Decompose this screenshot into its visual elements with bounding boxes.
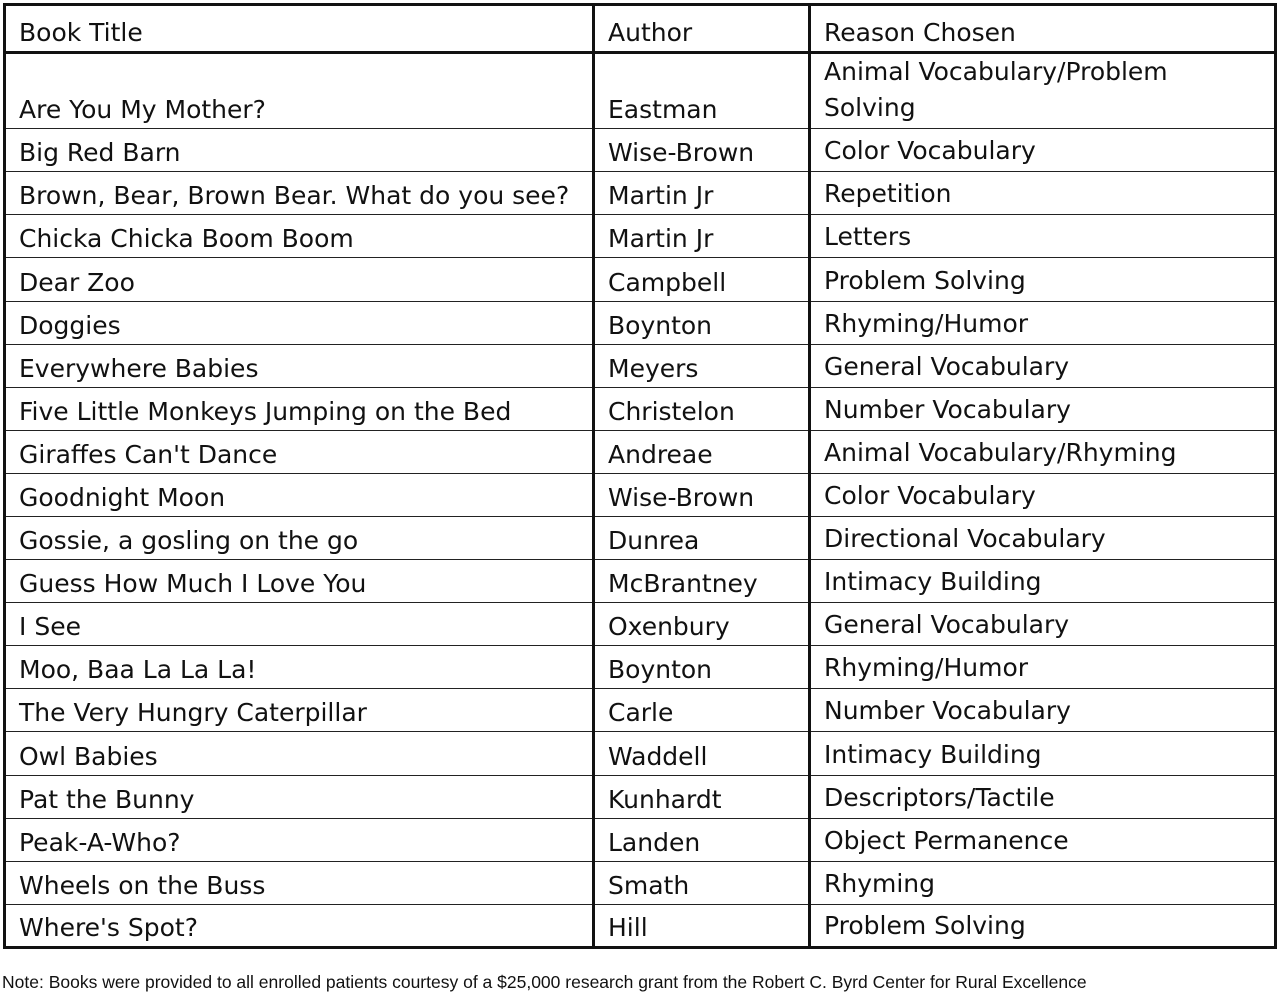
table-row bbox=[5, 344, 1276, 387]
cell-reason-chosen bbox=[810, 560, 1276, 603]
cell-book-title: Brown, Bear, Brown Bear. What do you see? bbox=[5, 172, 594, 215]
cell-book-title: Pat the Bunny bbox=[5, 775, 594, 818]
table-row bbox=[5, 904, 1276, 947]
cell-book-title: Big Red Barn bbox=[5, 129, 594, 172]
cell-book-title: Gossie, a gosling on the go bbox=[5, 517, 594, 560]
cell-book-title: I See bbox=[5, 603, 594, 646]
table-body bbox=[5, 53, 1276, 948]
header-author: Author bbox=[594, 5, 810, 53]
cell-author: Martin Jr bbox=[594, 172, 810, 215]
cell-book-title: Dear Zoo bbox=[5, 258, 594, 301]
reason-text: Letters bbox=[824, 222, 912, 252]
table-row bbox=[5, 861, 1276, 904]
header-row bbox=[5, 5, 1276, 53]
table-row bbox=[5, 775, 1276, 818]
cell-reason-chosen bbox=[810, 53, 1276, 129]
cell-reason-chosen bbox=[810, 517, 1276, 560]
cell-author: Carle bbox=[594, 689, 810, 732]
cell-author: Hill bbox=[594, 904, 810, 947]
cell-book-title: Goodnight Moon bbox=[5, 473, 594, 516]
cell-book-title: Moo, Baa La La La! bbox=[5, 646, 594, 689]
reason-text: Number Vocabulary bbox=[824, 696, 1071, 726]
reason-text: Rhyming bbox=[824, 868, 936, 898]
cell-reason-chosen bbox=[810, 172, 1276, 215]
table-row bbox=[5, 689, 1276, 732]
table-row bbox=[5, 129, 1276, 172]
reason-text: Rhyming/Humor bbox=[824, 653, 1029, 683]
cell-author: Campbell bbox=[594, 258, 810, 301]
cell-reason-chosen bbox=[810, 301, 1276, 344]
book-list-table bbox=[3, 3, 1277, 949]
cell-author: Landen bbox=[594, 818, 810, 861]
table-row bbox=[5, 473, 1276, 516]
table-row bbox=[5, 430, 1276, 473]
cell-reason-chosen bbox=[810, 818, 1276, 861]
reason-text: Directional Vocabulary bbox=[824, 524, 1106, 554]
cell-reason-chosen bbox=[810, 646, 1276, 689]
cell-author: Christelon bbox=[594, 387, 810, 430]
cell-author: Boynton bbox=[594, 301, 810, 344]
table-row bbox=[5, 387, 1276, 430]
reason-text: General Vocabulary bbox=[824, 351, 1070, 381]
cell-author: Wise-Brown bbox=[594, 129, 810, 172]
cell-reason-chosen bbox=[810, 603, 1276, 646]
reason-text: Intimacy Building bbox=[824, 567, 1042, 597]
cell-book-title: The Very Hungry Caterpillar bbox=[5, 689, 594, 732]
cell-author: Dunrea bbox=[594, 517, 810, 560]
table-row bbox=[5, 818, 1276, 861]
cell-reason-chosen bbox=[810, 732, 1276, 775]
table-header bbox=[5, 5, 1276, 53]
cell-reason-chosen bbox=[810, 430, 1276, 473]
cell-author: McBrantney bbox=[594, 560, 810, 603]
reason-text: Descriptors/Tactile bbox=[824, 782, 1055, 812]
cell-author: Boynton bbox=[594, 646, 810, 689]
cell-author: Oxenbury bbox=[594, 603, 810, 646]
reason-text: Color Vocabulary bbox=[824, 481, 1036, 510]
cell-reason-chosen bbox=[810, 387, 1276, 430]
table-row bbox=[5, 53, 1276, 129]
cell-author: Andreae bbox=[594, 430, 810, 473]
cell-book-title: Doggies bbox=[5, 301, 594, 344]
reason-text: Problem Solving bbox=[824, 911, 1026, 940]
header-book-title: Book Title bbox=[5, 5, 594, 53]
cell-author: Smath bbox=[594, 861, 810, 904]
reason-text: Number Vocabulary bbox=[824, 394, 1071, 424]
cell-reason-chosen bbox=[810, 258, 1276, 301]
footnote: Note: Books were provided to all enrolled patients courtesy of a $25,000 research grant from the Robert C. Byrd Center for Rural Excellence bbox=[2, 972, 1087, 992]
cell-book-title: Where's Spot? bbox=[5, 904, 594, 947]
reason-text: Animal Vocabulary/Rhyming bbox=[824, 437, 1177, 467]
cell-author: Waddell bbox=[594, 732, 810, 775]
cell-book-title: Everywhere Babies bbox=[5, 344, 594, 387]
table-row bbox=[5, 646, 1276, 689]
reason-text: Animal Vocabulary/Problem Solving bbox=[824, 57, 1168, 123]
cell-reason-chosen bbox=[810, 861, 1276, 904]
table-row bbox=[5, 517, 1276, 560]
reason-text: Repetition bbox=[824, 179, 952, 209]
cell-author: Eastman bbox=[594, 53, 810, 129]
header-reason-chosen: Reason Chosen bbox=[810, 5, 1276, 53]
cell-book-title: Owl Babies bbox=[5, 732, 594, 775]
reason-text: Color Vocabulary bbox=[824, 136, 1036, 166]
cell-book-title: Wheels on the Buss bbox=[5, 861, 594, 904]
table-row bbox=[5, 215, 1276, 258]
cell-reason-chosen bbox=[810, 344, 1276, 387]
table-row bbox=[5, 172, 1276, 215]
cell-reason-chosen bbox=[810, 215, 1276, 258]
cell-reason-chosen bbox=[810, 689, 1276, 732]
cell-author: Kunhardt bbox=[594, 775, 810, 818]
cell-book-title: Peak-A-Who? bbox=[5, 818, 594, 861]
table-row bbox=[5, 301, 1276, 344]
reason-text: Intimacy Building bbox=[824, 739, 1042, 769]
reason-text: Rhyming/Humor bbox=[824, 308, 1029, 338]
reason-text: General Vocabulary bbox=[824, 610, 1070, 640]
cell-reason-chosen bbox=[810, 775, 1276, 818]
cell-reason-chosen bbox=[810, 129, 1276, 172]
table-row bbox=[5, 560, 1276, 603]
reason-text: Problem Solving bbox=[824, 265, 1026, 295]
cell-book-title: Are You My Mother? bbox=[5, 53, 594, 129]
cell-book-title: Guess How Much I Love You bbox=[5, 560, 594, 603]
cell-book-title: Giraffes Can't Dance bbox=[5, 430, 594, 473]
table-row bbox=[5, 732, 1276, 775]
cell-reason-chosen bbox=[810, 904, 1276, 947]
cell-author: Wise-Brown bbox=[594, 473, 810, 516]
cell-author: Martin Jr bbox=[594, 215, 810, 258]
table-row bbox=[5, 258, 1276, 301]
cell-book-title: Five Little Monkeys Jumping on the Bed bbox=[5, 387, 594, 430]
reason-text: Object Permanence bbox=[824, 825, 1069, 855]
cell-book-title: Chicka Chicka Boom Boom bbox=[5, 215, 594, 258]
table-row bbox=[5, 603, 1276, 646]
cell-author: Meyers bbox=[594, 344, 810, 387]
cell-reason-chosen bbox=[810, 473, 1276, 516]
